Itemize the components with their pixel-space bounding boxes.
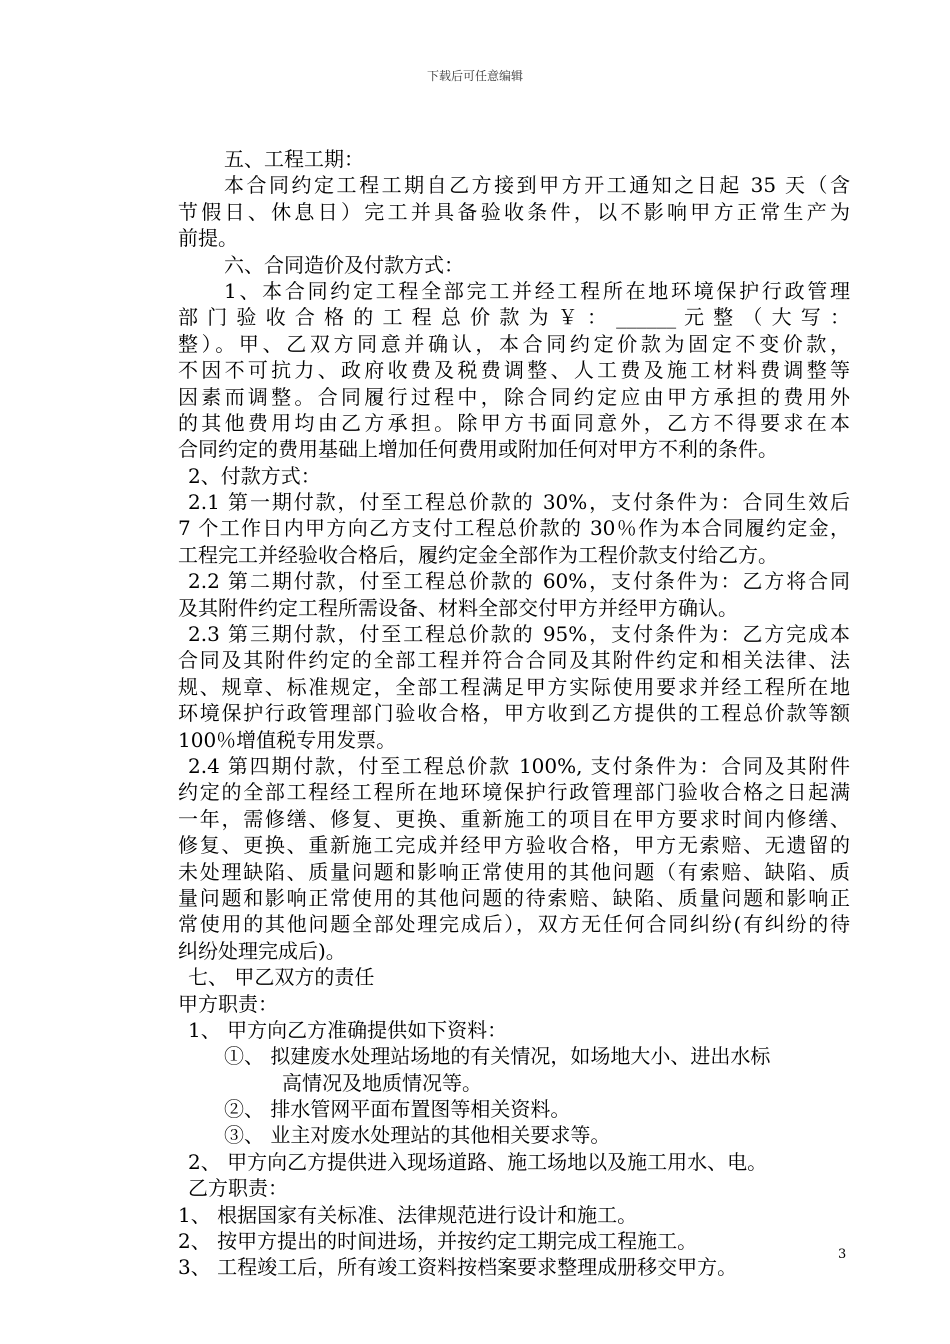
text-line: 的其他费用均由乙方承担。除甲方书面同意外，乙方不得要求在本 — [178, 410, 850, 435]
text-line: 1、 根据国家有关标准、法律规范进行设计和施工。 — [178, 1202, 638, 1227]
text-line: 2.4 第四期付款，付至工程总价款 100%, 支付条件为：合同及其附件 — [188, 753, 850, 778]
text-line: 一年，需修缮、修复、更换、重新施工的项目在甲方要求时间内修缮、 — [178, 806, 850, 831]
text-line: 约定的全部工程经工程所在地环境保护行政管理部门验收合格之日起满 — [178, 780, 850, 805]
text-line: 甲方职责： — [178, 991, 278, 1016]
text-line: 2、 甲方向乙方提供进入现场道路、施工场地以及施工用水、电。 — [188, 1149, 768, 1174]
text-line: 部 门 验 收 合 格 的 工 程 总 价 款 为 ￥ ： ______ 元 整 （ 大 写 ： — [178, 305, 850, 330]
text-line: 1、本合同约定工程全部完工并经工程所在地环境保护行政管理 — [224, 278, 850, 303]
text-line: ②、 排水管网平面布置图等相关资料。 — [224, 1097, 571, 1122]
text-line: ①、 拟建废水处理站场地的有关情况，如场地大小、进出水标 — [224, 1044, 771, 1069]
text-line: 环境保护行政管理部门验收合格，甲方收到乙方提供的工程总价款等额 — [178, 701, 850, 726]
text-line: 不因不可抗力、政府收费及税费调整、人工费及施工材料费调整等 — [178, 358, 850, 383]
page-header: 下载后可任意编辑 — [426, 69, 523, 83]
text-line: 本合同约定工程工期自乙方接到甲方开工通知之日起 35 天（含 — [224, 173, 850, 198]
text-line: 节假日、休息日）完工并具备验收条件，以不影响甲方正常生产为 — [178, 199, 850, 224]
text-line: 纠纷处理完成后)。 — [178, 938, 346, 963]
text-line: 未处理缺陷、质量问题和影响正常使用的其他问题（有索赔、缺陷、质 — [178, 859, 850, 884]
text-line: 7 个工作日内甲方向乙方支付工程总价款的 30％作为本合同履约定金， — [178, 516, 850, 541]
text-line: ③、 业主对废水处理站的其他相关要求等。 — [224, 1123, 611, 1148]
text-line: 规、规章、标准规定，全部工程满足甲方实际使用要求并经工程所在地 — [178, 674, 850, 699]
text-line: 工程完工并经验收合格后，履约定金全部作为工程价款支付给乙方。 — [178, 542, 778, 567]
text-line: 100％增值税专用发票。 — [178, 727, 397, 752]
text-line: 合同约定的费用基础上增加任何费用或附加任何对甲方不利的条件。 — [178, 437, 778, 462]
text-line: 整）。甲、乙双方同意并确认，本合同约定价款为固定不变价款， — [178, 331, 850, 356]
document-body — [178, 146, 850, 1281]
text-line: 合同及其附件约定的全部工程并符合合同及其附件约定和相关法律、法 — [178, 648, 850, 673]
text-line: 前提。 — [178, 226, 238, 251]
text-line: 2、 按甲方提出的时间进场，并按约定工期完成工程施工。 — [178, 1229, 698, 1254]
text-line: 2.1 第一期付款，付至工程总价款的 30%，支付条件为：合同生效后 — [188, 490, 850, 515]
text-line: 2.2 第二期付款，付至工程总价款的 60%，支付条件为：乙方将合同 — [188, 569, 850, 594]
text-line: 3、 工程竣工后，所有竣工资料按档案要求整理成册移交甲方。 — [178, 1255, 738, 1280]
text-line: 六、合同造价及付款方式： — [224, 252, 464, 277]
text-line: 2.3 第三期付款，付至工程总价款的 95%，支付条件为：乙方完成本 — [188, 622, 850, 647]
text-line: 修复、更换、重新施工完成并经甲方验收合格，甲方无索赔、无遗留的 — [178, 833, 850, 858]
text-line: 及其附件约定工程所需设备、材料全部交付甲方并经甲方确认。 — [178, 595, 738, 620]
text-line: 1、 甲方向乙方准确提供如下资料： — [188, 1017, 508, 1042]
text-line: 高情况及地质情况等。 — [282, 1070, 482, 1095]
text-line: 乙方职责： — [188, 1176, 288, 1201]
text-line: 2、付款方式： — [188, 463, 321, 488]
text-line: 因素而调整。合同履行过程中，除合同约定应由甲方承担的费用外 — [178, 384, 850, 409]
text-line: 常使用的其他问题全部处理完成后），双方无任何合同纠纷(有纠纷的待 — [178, 912, 850, 937]
text-line: 七、 甲乙双方的责任 — [188, 965, 375, 990]
page-number: 3 — [838, 1247, 847, 1262]
text-line: 量问题和影响正常使用的其他问题的待索赔、缺陷、质量问题和影响正 — [178, 885, 850, 910]
text-line: 五、工程工期： — [224, 147, 364, 171]
